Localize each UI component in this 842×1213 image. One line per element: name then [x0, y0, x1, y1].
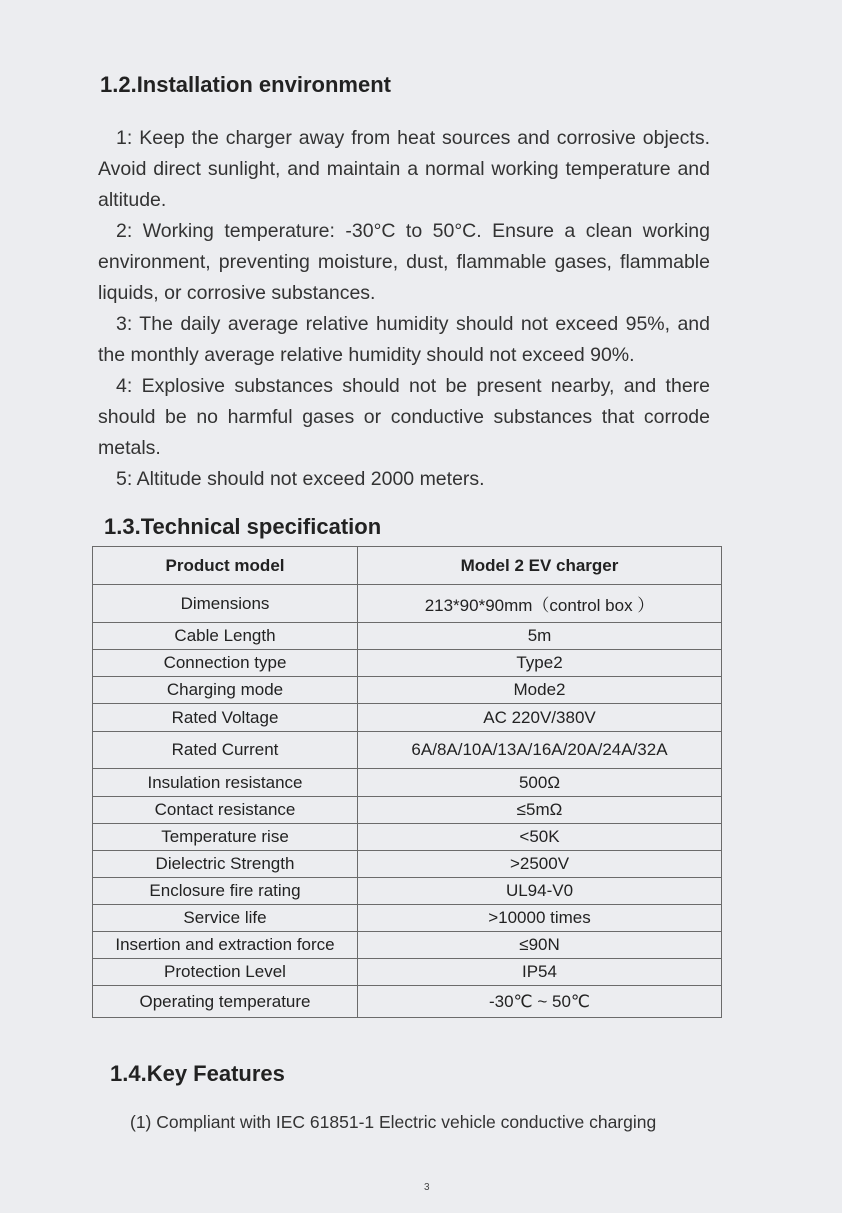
spec-label: Enclosure fire rating: [93, 878, 358, 905]
table-row: [93, 677, 722, 704]
table-row: [93, 878, 722, 905]
spec-value: -30℃ ~ 50℃: [358, 986, 722, 1018]
spec-value: <50K: [358, 824, 722, 851]
page-number: 3: [424, 1182, 430, 1193]
table-row: [93, 905, 722, 932]
table-row: [93, 986, 722, 1018]
spec-value: 5m: [358, 623, 722, 650]
spec-value: UL94-V0: [358, 878, 722, 905]
spec-value: >10000 times: [358, 905, 722, 932]
key-features-heading: 1.4.Key Features: [110, 1061, 285, 1086]
spec-label: Insertion and extraction force: [93, 932, 358, 959]
install-item-4: 4: Explosive substances should not be present nearby, and there should be no harmful gases or conductive substances that corrode metals.: [98, 375, 710, 459]
spec-value: >2500V: [358, 851, 722, 878]
spec-label: Rated Current: [93, 732, 358, 769]
installation-environment-heading: 1.2.Installation environment: [100, 72, 391, 97]
table-row: [93, 851, 722, 878]
table-row: [93, 585, 722, 623]
table-row: [93, 704, 722, 732]
spec-value: Type2: [358, 650, 722, 677]
spec-label: Insulation resistance: [93, 769, 358, 797]
spec-label: Product model: [93, 547, 358, 585]
table-row: [93, 547, 722, 585]
spec-label: Temperature rise: [93, 824, 358, 851]
spec-label: Dimensions: [93, 585, 358, 623]
spec-value: ≤90N: [358, 932, 722, 959]
spec-value: AC 220V/380V: [358, 704, 722, 732]
table-row: [93, 797, 722, 824]
spec-label: Connection type: [93, 650, 358, 677]
spec-value: IP54: [358, 959, 722, 986]
spec-label: Contact resistance: [93, 797, 358, 824]
spec-label: Operating temperature: [93, 986, 358, 1018]
spec-value: 6A/8A/10A/13A/16A/20A/24A/32A: [358, 732, 722, 769]
spec-value: Mode2: [358, 677, 722, 704]
table-row: [93, 623, 722, 650]
install-item-1: 1: Keep the charger away from heat sources and corrosive objects. Avoid direct sunlight, and maintain a normal working temperature and altitude.: [98, 127, 710, 211]
spec-label: Cable Length: [93, 623, 358, 650]
installation-environment-body: [98, 123, 710, 495]
spec-label: Dielectric Strength: [93, 851, 358, 878]
spec-value: 500Ω: [358, 769, 722, 797]
technical-specification-table: [92, 546, 722, 1018]
table-row: [93, 769, 722, 797]
key-feature-item-1: (1) Compliant with IEC 61851-1 Electric vehicle conductive charging: [130, 1112, 657, 1132]
install-item-2: 2: Working temperature: -30°C to 50°C. Ensure a clean working environment, preventing moisture, dust, flammable gases, flammable liquids, or corrosive substances.: [98, 220, 710, 304]
install-item-3: 3: The daily average relative humidity should not exceed 95%, and the monthly average relative humidity should not exceed 90%.: [98, 313, 710, 366]
spec-value: ≤5mΩ: [358, 797, 722, 824]
spec-label: Rated Voltage: [93, 704, 358, 732]
spec-label: Service life: [93, 905, 358, 932]
table-row: [93, 959, 722, 986]
table-row: [93, 650, 722, 677]
table-row: [93, 824, 722, 851]
spec-value: 213*90*90mm（control box ）: [358, 585, 722, 623]
table-row: [93, 732, 722, 769]
spec-label: Charging mode: [93, 677, 358, 704]
technical-specification-heading: 1.3.Technical specification: [104, 514, 382, 539]
spec-label: Protection Level: [93, 959, 358, 986]
install-item-5: 5: Altitude should not exceed 2000 meters.: [116, 468, 485, 490]
table-row: [93, 932, 722, 959]
spec-value: Model 2 EV charger: [358, 547, 722, 585]
